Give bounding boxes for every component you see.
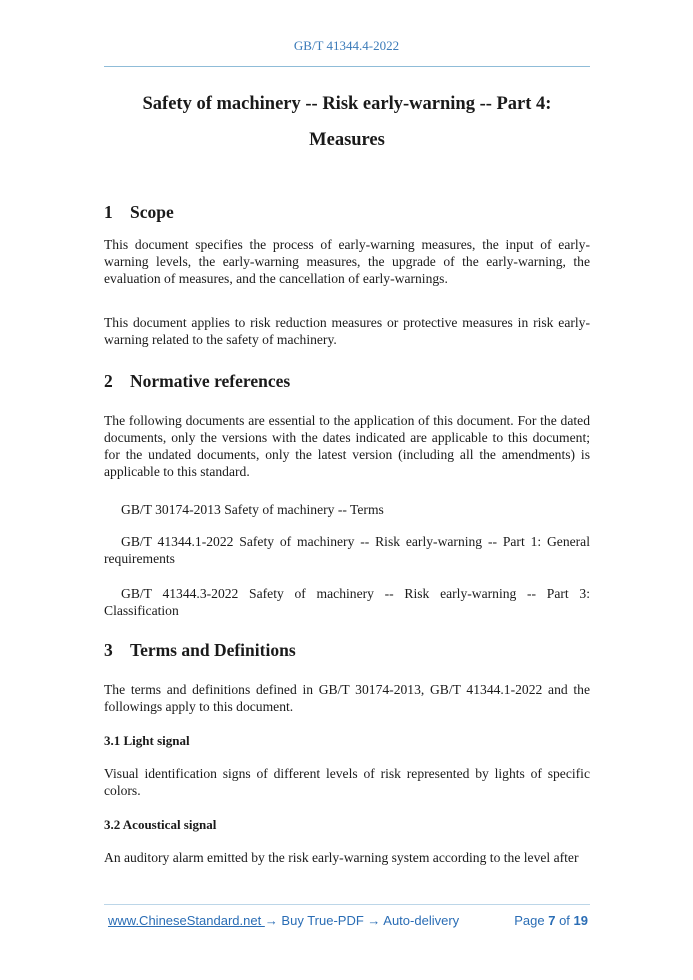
footer-promo (108, 913, 459, 928)
document-title-line-1: Safety of machinery -- Risk early-warning -- Part 4: (142, 94, 552, 114)
section-heading-scope: 1 Scope (104, 202, 174, 222)
term-heading: 3.1 Light signal (104, 733, 190, 748)
reference-item: GB/T 41344.1-2022 Safety of machinery -- Risk early-warning -- Part 1: General requirements (104, 534, 590, 566)
page-indicator: Page 7 of 19 (514, 913, 588, 928)
paragraph: This document applies to risk reduction measures or protective measures in risk early-warning related to the safety of machinery. (104, 315, 590, 347)
paragraph: The following documents are essential to the application of this document. For the dated documents, only the versions with the dates indicated are applicable to this document; for the undated documents, only the latest version (including all the amendments) is applicable to this standard. (104, 413, 590, 479)
paragraph: The terms and definitions defined in GB/T 30174-2013, GB/T 41344.1-2022 and the followings apply to this document. (104, 682, 590, 714)
chinesestandard-link[interactable]: www.ChineseStandard.net (108, 913, 265, 928)
term-heading: 3.2 Acoustical signal (104, 817, 217, 832)
term-definition: An auditory alarm emitted by the risk early-warning system according to the level after (104, 850, 579, 865)
term-definition: Visual identification signs of different levels of risk represented by lights of specific colors. (104, 766, 590, 798)
document-code-header: GB/T 41344.4-2022 (293, 38, 400, 53)
footer-divider (104, 904, 590, 905)
section-heading-terms-and-definitions: 3 Terms and Definitions (104, 640, 296, 660)
header-divider (104, 66, 590, 67)
reference-item: GB/T 30174-2013 Safety of machinery -- Terms (121, 502, 384, 517)
section-heading-normative-references: 2 Normative references (104, 371, 291, 391)
reference-item: GB/T 41344.3-2022 Safety of machinery -- Risk early-warning -- Part 3: Classification (104, 586, 590, 618)
document-title-line-2: Measures (309, 130, 385, 150)
paragraph: This document specifies the process of early-warning measures, the input of early-warning levels, the early-warning measures, the upgrade of the early-warning, the evaluation of measures, and the cancellation of early-warnings. (104, 237, 590, 286)
buy-text: → Buy True-PDF → Auto-delivery (264, 913, 460, 928)
